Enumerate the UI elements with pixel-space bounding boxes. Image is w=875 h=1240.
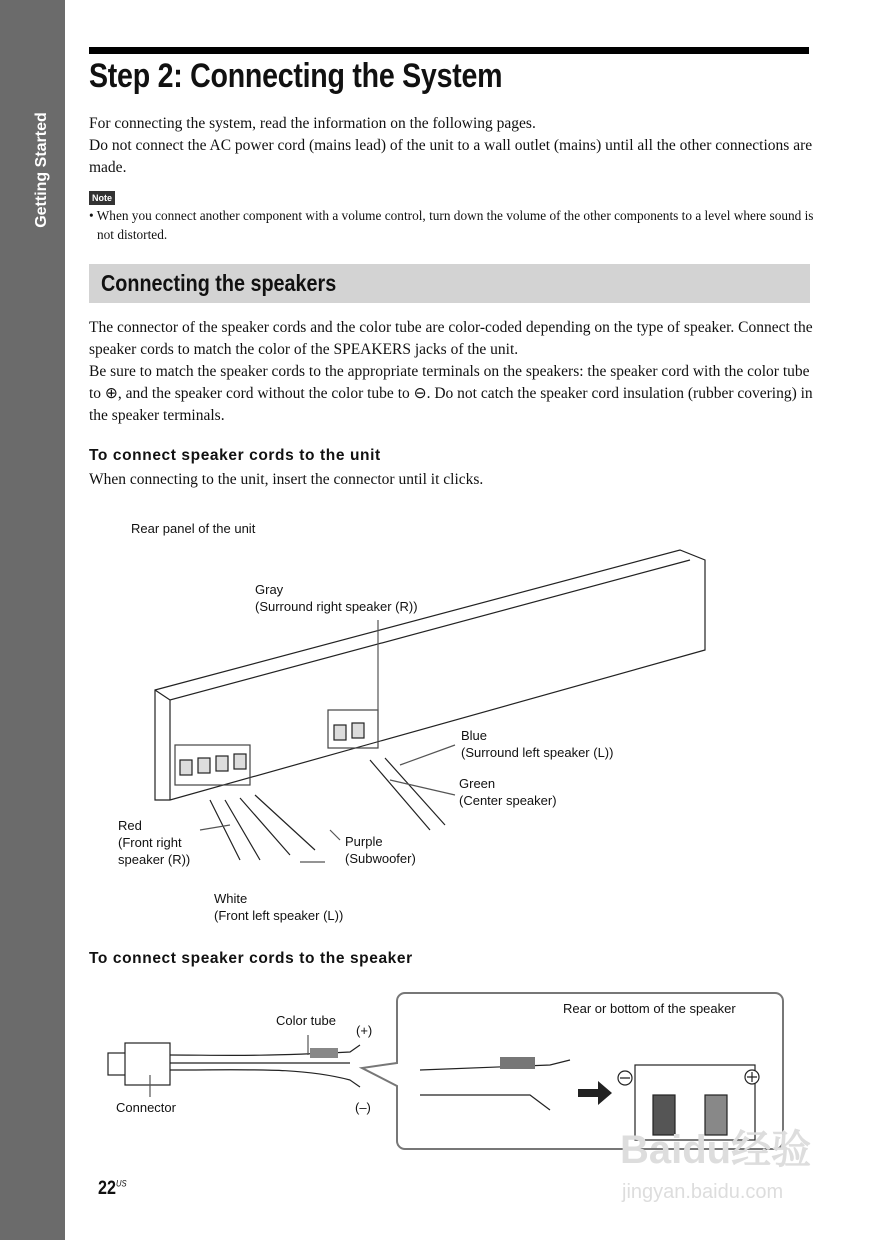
text-column bbox=[89, 113, 817, 491]
unit-text: When connecting to the unit, insert the connector until it clicks. bbox=[89, 471, 484, 488]
intro-line-2: Do not connect the AC power cord (mains lead) of the unit to a wall outlet (mains) until all the other connections are made. bbox=[89, 137, 813, 176]
label-white: White (Front left speaker (L)) bbox=[214, 891, 344, 923]
speaker-subheading: To connect speaker cords to the speaker bbox=[89, 950, 413, 967]
section-para-1: The connector of the speaker cords and the color tube are color-coded depending on the type of speaker. Connect the speaker cords to match the color of the SPEAKERS jacks of the unit. bbox=[89, 319, 813, 358]
intro-line-1: For connecting the system, read the information on the following pages. bbox=[89, 115, 536, 132]
section-header bbox=[89, 264, 810, 303]
watermark-logo: Baidu经验 bbox=[620, 1128, 812, 1172]
rear-panel-caption: Rear panel of the unit bbox=[131, 521, 256, 536]
note-badge: Note bbox=[89, 191, 115, 205]
label-color-tube: Color tube bbox=[276, 1013, 336, 1028]
section-para-2: Be sure to match the speaker cords to the appropriate terminals on the speakers: the speaker cord with the color tube to ⊕, and the speaker cord without the color tube to ⊖. Do not catch the speaker cord insulation (rubber covering) in the speaker terminals. bbox=[89, 363, 813, 424]
label-rear-speaker: Rear or bottom of the speaker bbox=[563, 1001, 736, 1016]
label-purple: Purple (Subwoofer) bbox=[345, 834, 416, 866]
section-heading: Connecting the speakers bbox=[101, 270, 337, 296]
note-text: • When you connect another component with a volume control, turn down the volume of the other components to a level where sound is not distorted. bbox=[89, 208, 814, 242]
unit-subheading: To connect speaker cords to the unit bbox=[89, 447, 381, 464]
label-blue: Blue (Surround left speaker (L)) bbox=[461, 728, 614, 760]
page-number: $22^{US}$ bbox=[98, 1178, 127, 1199]
sidebar-tab bbox=[0, 0, 65, 1240]
label-plus: (+) bbox=[356, 1023, 373, 1038]
label-connector: Connector bbox=[116, 1100, 176, 1115]
page-title: Step 2: Connecting the System bbox=[89, 57, 503, 95]
label-green: Green (Center speaker) bbox=[459, 776, 557, 808]
label-red: Red (Front right speaker (R)) bbox=[118, 818, 191, 867]
label-gray: Gray (Surround right speaker (R)) bbox=[255, 582, 418, 614]
sidebar-section-label: Getting Started bbox=[33, 112, 50, 228]
title-rule bbox=[89, 47, 809, 54]
label-minus: (–) bbox=[355, 1100, 371, 1115]
watermark-url: jingyan.baidu.com bbox=[622, 1181, 784, 1203]
